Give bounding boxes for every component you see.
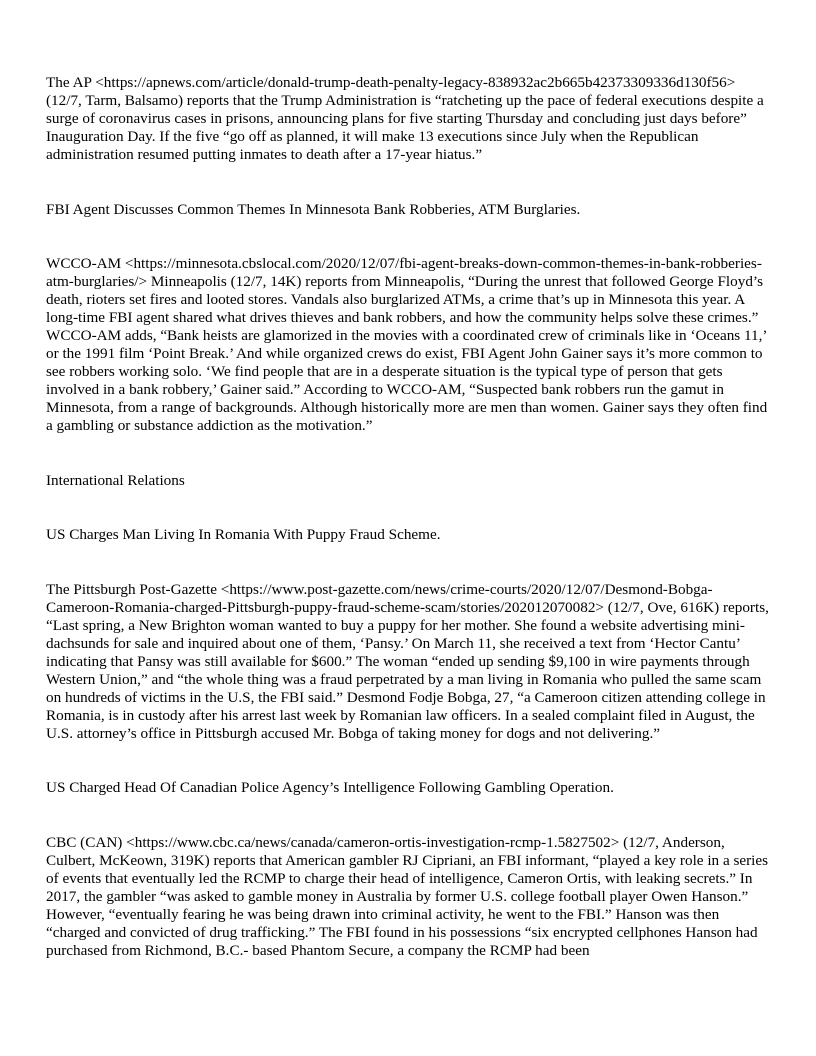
headline-fbi-bank-robberies: FBI Agent Discusses Common Themes In Minnesota Bank Robberies, ATM Burglaries. [46,200,581,218]
headline-puppy-fraud: US Charges Man Living In Romania With Puppy Fraud Scheme. [46,526,441,544]
paragraph-cbc-rcmp: CBC (CAN) <https://www.cbc.ca/news/canada/cameron-ortis-investigation-rcmp-1.5827502> (12/7, Anderson, Culbert, McKeown, 319K) reports that American gambler RJ Cipriani, an FBI informant, “played a key role in a series of events that eventually led the RCMP to charge their head of intelligence, Cameron Ortis, with leaking secrets.” In 2017, the gambler “was asked to gamble money in Australia by former U.S. college football player Owen Hanson.” However, “eventually fearing he was being drawn into criminal activity, he went to the FBI.” Hanson was then “charged and convicted of drug trafficking.” The FBI found in his possessions “six encrypted cellphones Hanson had purchased from Richmond, B.C.- based Phantom Secure, a company the RCMP had been [46,834,769,959]
paragraph-wcco-bank-robberies: WCCO-AM <https://minnesota.cbslocal.com/2020/12/07/fbi-agent-breaks-down-common-themes-in-bank-robberies-atm-burglaries/> Minneapolis (12/7, 14K) reports from Minneapolis, “During the unrest that followed George Floyd’s death, rioters set fires and looted stores. Vandals also burglarized ATMs, a crime that’s up in Minnesota this year. A long-time FBI agent shared what drives thieves and bank robbers, and how the community helps solve these crimes.” WCCO-AM adds, “Bank heists are glamorized in the movies with a coordinated crew of criminals like in ‘Oceans 11,’ or the 1991 film ‘Point Break.’ And while organized crews do exist, FBI Agent John Gainer says it’s more common to see robbers working solo. ‘We find people that are in a desperate situation is the typical type of person that gets involved in a bank robbery,’ Gainer said.” According to WCCO-AM, “Suspected bank robbers run the gamut in Minnesota, from a range of backgrounds. Although historically more are men than women. Gainer says they often find a gambling or substance addiction as the motivation.” [46,255,768,434]
paragraph-ap-executions: The AP <https://apnews.com/article/donald-trump-death-penalty-legacy-838932ac2b665b42373309336d130f56> (12/7, Tarm, Balsamo) reports that the Trump Administration is “ratcheting up the pace of federal executions despite a surge of coronavirus cases in prisons, announcing plans for five starting Thursday and concluding just days before” Inauguration Day. If the five “go off as planned, it will make 13 executions since July when the Republican administration resumed putting inmates to death after a 17-year hiatus.” [46,74,764,163]
headline-rcmp-intelligence: US Charged Head Of Canadian Police Agency’s Intelligence Following Gambling Operation. [46,779,614,797]
paragraph-post-gazette-puppy-fraud: The Pittsburgh Post-Gazette <https://www.post-gazette.com/news/crime-courts/2020/12/07/Desmond-Bobga-Cameroon-Romania-charged-Pittsburgh-puppy-fraud-scheme-scam/stories/202012070082> (12/7, Ove, 616K) reports, “Last spring, a New Brighton woman wanted to buy a puppy for her mother. She found a website advertising mini-dachsunds for sale and inquired about one of them, ‘Pansy.’ On March 11, she received a text from ‘Hector Cantu’ indicating that Pansy was still available for $600.” The woman “ended up sending $9,100 in wire payments through Western Union,” and “the whole thing was a fraud perpetrated by a man living in Romania who pulled the same scam on hundreds of victims in the U.S, the FBI said.” Desmond Fodje Bobga, 27, “a Cameroon citizen attending college in Romania, is in custody after his arrest last week by Romanian law officers. In a sealed complaint filed in August, the U.S. attorney’s office in Pittsburgh accused Mr. Bobga of taking money for dogs and not delivering.” [46,581,769,742]
section-heading-international-relations: International Relations [46,471,185,489]
